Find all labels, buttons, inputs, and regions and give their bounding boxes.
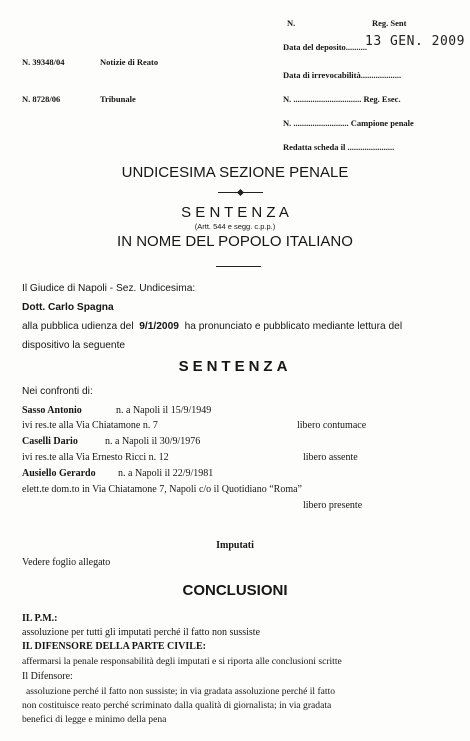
conclusioni-heading: CONCLUSIONI <box>182 582 288 599</box>
diamond-ornament <box>237 189 244 196</box>
judge-name: Dott. Carlo Spagna <box>22 302 114 313</box>
difensore-line-2: non costituisce reato perché scriminato dalla qualità di giornalista; in via gradata <box>22 700 332 711</box>
defendant-1-name: Sasso Antonio <box>22 405 82 416</box>
defendant-1-birth: n. a Napoli il 15/9/1949 <box>116 405 212 416</box>
reg-sent-label: Reg. Sent <box>372 18 407 28</box>
title-underline <box>216 266 261 267</box>
defendant-1-status: libero contumace <box>297 420 367 431</box>
tribunale-number: N. 8728/06 <box>22 94 61 104</box>
imputati-heading: Imputati <box>216 540 254 551</box>
giudice-line: Il Giudice di Napoli - Sez. Undicesima: <box>22 283 196 294</box>
defendant-2-residence: ivi res.te alla Via Ernesto Ricci n. 12 <box>22 452 169 463</box>
defendant-2-birth: n. a Napoli il 30/9/1976 <box>105 436 201 447</box>
deposito-date-stamp: 13 GEN. 2009 <box>365 34 465 49</box>
nome-popolo-title: IN NOME DEL POPOLO ITALIANO <box>117 233 353 250</box>
defendants-intro: Nei confronti di: <box>22 386 93 397</box>
section-title: UNDICESIMA SEZIONE PENALE <box>121 164 349 181</box>
defendant-3-birth: n. a Napoli il 22/9/1981 <box>118 468 214 479</box>
defendant-3-residence: elett.te dom.to in Via Chiatamone 7, Napoli c/o il Quotidiano “Roma” <box>22 484 302 495</box>
parte-civile-label: IL DIFENSORE DELLA PARTE CIVILE: <box>22 641 206 652</box>
pm-text: assoluzione per tutti gli imputati perché il fatto non sussiste <box>22 627 261 638</box>
imputati-text: Vedere foglio allegato <box>22 557 111 568</box>
sentenza-heading: SENTENZA <box>178 358 292 375</box>
defendant-3-name: Ausiello Gerardo <box>22 468 96 479</box>
udienza-suffix: ha pronunciato e pubblicato mediante lettura del <box>184 321 403 332</box>
dispositivo-line: dispositivo la seguente <box>22 340 126 351</box>
sentenza-title: S E N T E N Z A <box>181 204 289 221</box>
defendant-3-status: libero presente <box>303 500 363 511</box>
campione-penale: N. .......................... Campione penale <box>283 118 414 128</box>
irrevocabilita: Data di irrevocabilità................... <box>283 70 402 80</box>
defendant-2-status: libero assente <box>303 452 358 463</box>
deposito-label: Data del deposito.......... <box>283 42 368 52</box>
difensore-line-3: benefici di legge e minimo della pena <box>22 714 167 725</box>
tribunale-label: Tribunale <box>100 94 136 104</box>
redatta-scheda: Redatta scheda il ...................... <box>283 142 395 152</box>
reg-esec: N. ................................ Reg. Esec. <box>283 94 401 104</box>
udienza-line <box>22 321 402 332</box>
difensore-line-1: assoluzione perché il fatto non sussiste; in via gradata assoluzione perché il fatto <box>26 686 336 697</box>
reg-sent-n: N. <box>287 18 296 28</box>
difensore-label: Il Difensore: <box>22 671 73 682</box>
udienza-prefix: alla pubblica udienza del <box>22 321 134 332</box>
notizie-number: N. 39348/04 <box>22 57 65 67</box>
articles-reference: (Artt. 544 e segg. c.p.p.) <box>194 222 276 231</box>
notizie-label: Notizie di Reato <box>100 57 159 67</box>
udienza-date: 9/1/2009 <box>139 321 179 332</box>
pm-label: IL P.M.: <box>22 613 58 624</box>
defendant-1-residence: ivi res.te alla Via Chiatamone n. 7 <box>22 420 158 431</box>
defendant-2-name: Caselli Dario <box>22 436 78 447</box>
parte-civile-text: affermarsi la penale responsabilità degli imputati e si riporta alle conclusioni scritte <box>22 656 342 667</box>
